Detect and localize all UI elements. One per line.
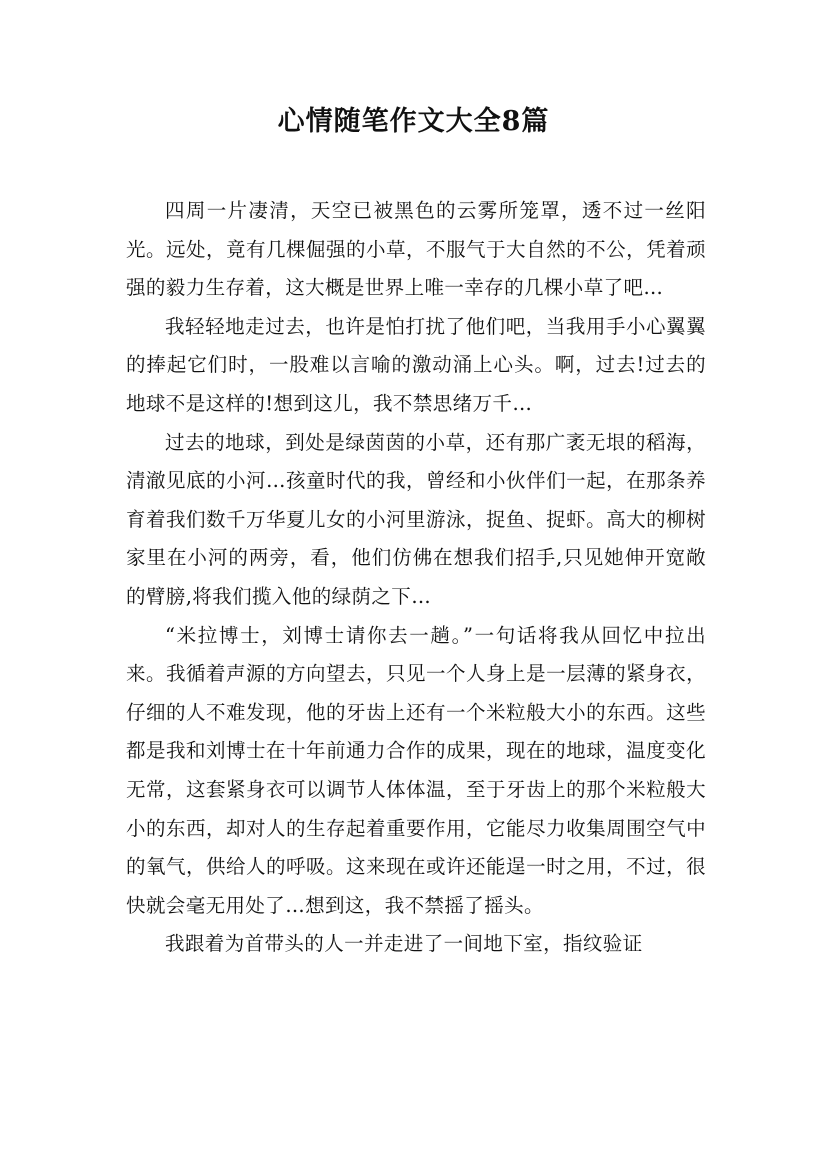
paragraph-4: “米拉博士，刘博士请你去一趟。”一句话将我从回忆中拉出来。我循着声源的方向望去，只见一个人身上是一层薄的紧身衣，仔细的人不难发现，他的牙齿上还有一个米粒般大小的东西。这些都是我和刘博士在十年前通力合作的成果，现在的地球，温度变化无常，这套紧身衣可以调节人体体温，至于牙齿上的那个米粒般大小的东西，却对人的生存起着重要作用，它能尽力收集周围空气中的氧气，供给人的呼吸。这来现在或许还能逞一时之用，不过，很快就会毫无用处了…想到这，我不禁摇了摇头。 bbox=[126, 623, 706, 917]
document-body bbox=[126, 192, 706, 964]
document-title: 心情随笔作文大全8篇 bbox=[277, 106, 550, 137]
paragraph-1: 四周一片凄清，天空已被黑色的云雾所笼罩，透不过一丝阳光。远处，竟有几棵倔强的小草，不服气于大自然的不公，凭着顽强的毅力生存着，这大概是世界上唯一幸存的几棵小草了吧… bbox=[126, 199, 706, 300]
paragraph-2: 我轻轻地走过去，也许是怕打扰了他们吧，当我用手小心翼翼的捧起它们时，一股难以言喻的激动涌上心头。啊，过去!过去的地球不是这样的!想到这儿，我不禁思绪万千… bbox=[126, 314, 706, 415]
paragraph-3: 过去的地球，到处是绿茵茵的小草，还有那广袤无垠的稻海，清澈见底的小河…孩童时代的我，曾经和小伙伴们一起，在那条养育着我们数千万华夏儿女的小河里游泳，捉鱼、捉虾。高大的柳树家里在小河的两旁，看，他们仿佛在想我们招手,只见她伸开宽敞的臂膀,将我们揽入他的绿荫之下… bbox=[126, 430, 706, 608]
paragraph-5: 我跟着为首带头的人一并走进了一间地下室，指纹验证 bbox=[165, 932, 643, 956]
